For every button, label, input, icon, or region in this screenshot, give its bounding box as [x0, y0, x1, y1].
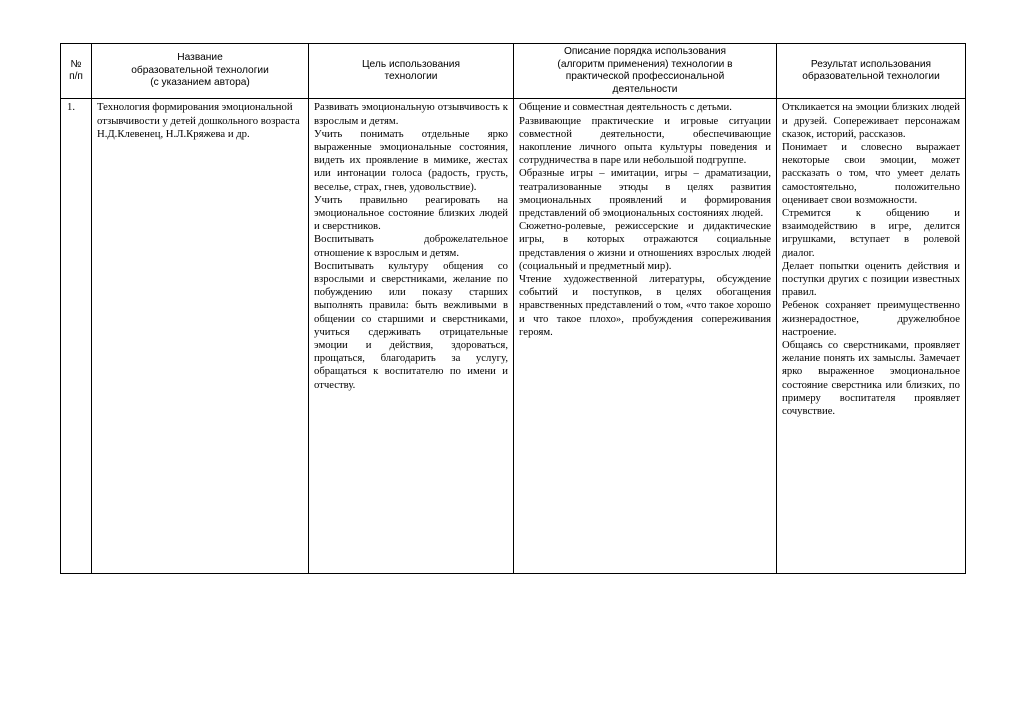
- header-goal: Цель использования технологии: [309, 44, 514, 99]
- goal-paragraph: Учить понимать отдельные ярко выраженные эмоциональные состояния, видеть их проявление в мимике, жестах или интонации голоса (радость, грусть, веселье, страх, гнев, удовольствие).: [314, 127, 508, 193]
- header-name: Название образовательной технологии (с указанием автора): [92, 44, 309, 99]
- cell-description: [514, 99, 777, 574]
- cell-num: 1.: [61, 99, 92, 574]
- result-paragraph: Понимает и словесно выражает некоторые свои эмоции, может рассказать о том, что умеет делать самостоятельно, положительно оценивает свои возможности.: [782, 140, 960, 206]
- cell-goal: [309, 99, 514, 574]
- technology-table: [60, 43, 966, 574]
- header-num: № п/п: [61, 44, 92, 99]
- cell-result: [777, 99, 966, 574]
- description-paragraph: Сюжетно-ролевые, режиссерские и дидактические игры, в которых отражаются социальные представления о жизни и отношениях взрослых людей (социальный и предметный мир).: [519, 220, 771, 272]
- result-paragraph: Ребенок сохраняет преимущественно жизнерадостное, дружелюбное настроение.: [782, 299, 960, 338]
- goal-paragraph: Учить правильно реагировать на эмоциональное состояние близких людей и сверстников.: [314, 193, 508, 233]
- description-paragraph: Чтение художественной литературы, обсуждение событий и поступков, в целях обогащения нравственных представлений о том, «что такое хорошо и что такое плохо», пробуждения сопереживания героям.: [519, 273, 771, 338]
- header-result: Результат использования образовательной технологии: [777, 44, 966, 99]
- header-row: [61, 44, 966, 99]
- description-paragraph: Образные игры – имитации, игры – драматизации, театрализованные этюды в целях развития эмоциональных проявлений и формирования представлений об эмоциональных состояниях людей.: [519, 167, 771, 219]
- header-description: Описание порядка использования (алгоритм применения) технологии в практической профессиональной деятельности: [514, 44, 777, 99]
- goal-paragraph: Развивать эмоциональную отзывчивость к взрослым и детям.: [314, 101, 508, 127]
- result-paragraph: Делает попытки оценить действия и поступки других с позиции известных правил.: [782, 259, 960, 299]
- description-paragraph: Общение и совместная деятельность с детьми.: [519, 101, 732, 114]
- result-paragraph: Откликается на эмоции близких людей и друзей. Сопереживает персонажам сказок, историй, рассказов.: [782, 101, 960, 140]
- table-row: [61, 99, 966, 574]
- goal-paragraph: Воспитывать культуру общения со взрослыми и сверстниками, желание по побуждению или показу старших выполнять правила: быть вежливыми в общении со старшими и сверстниками, учиться сдерживать отрицательные эмоции и действия, здороваться, прощаться, благодарить за услугу, обращаться к воспитателю по имени и отчеству.: [314, 259, 508, 391]
- result-paragraph: Стремится к общению и взаимодействию в игре, делится игрушками, вступает в ролевой диалог.: [782, 207, 960, 259]
- result-paragraph: Общаясь со сверстниками, проявляет желание понять их замыслы. Замечает ярко выраженное эмоциональное состояние сверстника или близких, по примеру воспитателя проявляет сочувствие.: [782, 339, 960, 418]
- goal-paragraph: Воспитывать доброжелательное отношение к взрослым и детям.: [314, 233, 508, 259]
- cell-name: Технология формирования эмоциональной отзывчивости у детей дошкольного возраста Н.Д.Клевенец, Н.Л.Кряжева и др.: [92, 99, 309, 574]
- description-paragraph: Развивающие практические и игровые ситуации совместной деятельности, обеспечивающие накопление личного опыта культуры поведения и сотрудничества в паре или небольшой подгруппе.: [519, 114, 771, 167]
